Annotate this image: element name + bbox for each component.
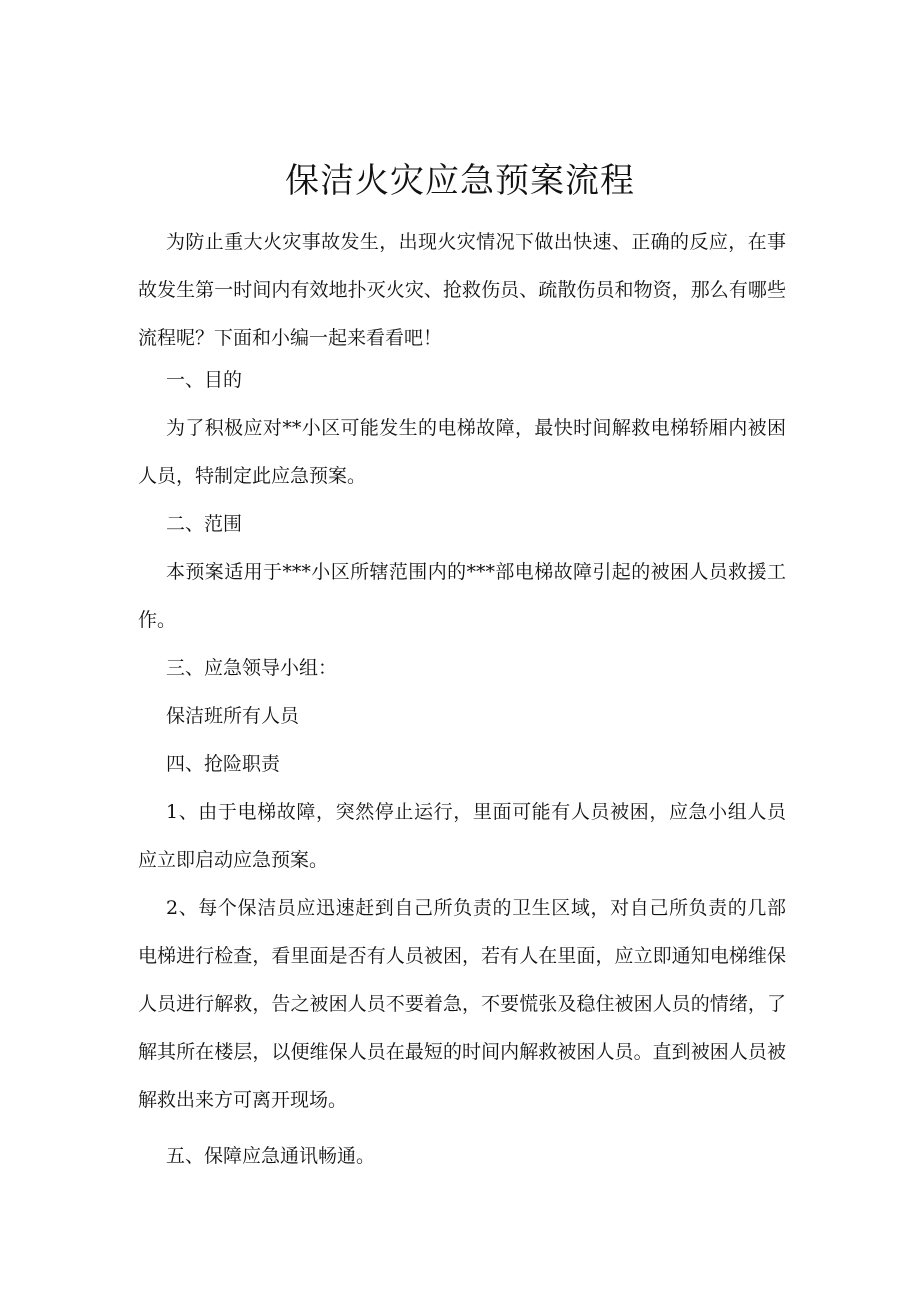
section-heading-duties: 四、抢险职责 [166, 753, 281, 775]
section-heading-leadership: 三、应急领导小组： [166, 657, 338, 679]
section-heading-communication: 五、保障应急通讯畅通。 [166, 1145, 376, 1167]
leadership-paragraph: 保洁班所有人员 [166, 705, 300, 727]
section-heading-scope: 二、范围 [166, 513, 243, 535]
duty-item-1: 1、由于电梯故障，突然停止运行，里面可能有人员被困，应急小组人员应立即启动应急预案。 [138, 801, 786, 871]
intro-paragraph: 为防止重大火灾事故发生，出现火灾情况下做出快速、正确的反应，在事故发生第一时间内有效地扑灭火灾、抢救伤员、疏散伤员和物资，那么有哪些流程呢？下面和小编一起来看看吧！ [138, 231, 786, 349]
document-title: 保洁火灾应急预案流程 [285, 160, 635, 201]
section-heading-purpose: 一、目的 [166, 369, 243, 391]
purpose-paragraph: 为了积极应对**小区可能发生的电梯故障，最快时间解救电梯轿厢内被困人员，特制定此应急预案。 [138, 417, 786, 487]
duty-item-2: 2、每个保洁员应迅速赶到自己所负责的卫生区域，对自己所负责的几部电梯进行检查，看里面是否有人员被困，若有人在里面，应立即通知电梯维保人员进行解救，告之被困人员不要着急，不要慌张及稳住被困人员的情绪，了解其所在楼层，以便维保人员在最短的时间内解救被困人员。直到被困人员被解救出来方可离开现场。 [138, 897, 786, 1111]
scope-paragraph: 本预案适用于***小区所辖范围内的***部电梯故障引起的被困人员救援工作。 [138, 561, 786, 631]
